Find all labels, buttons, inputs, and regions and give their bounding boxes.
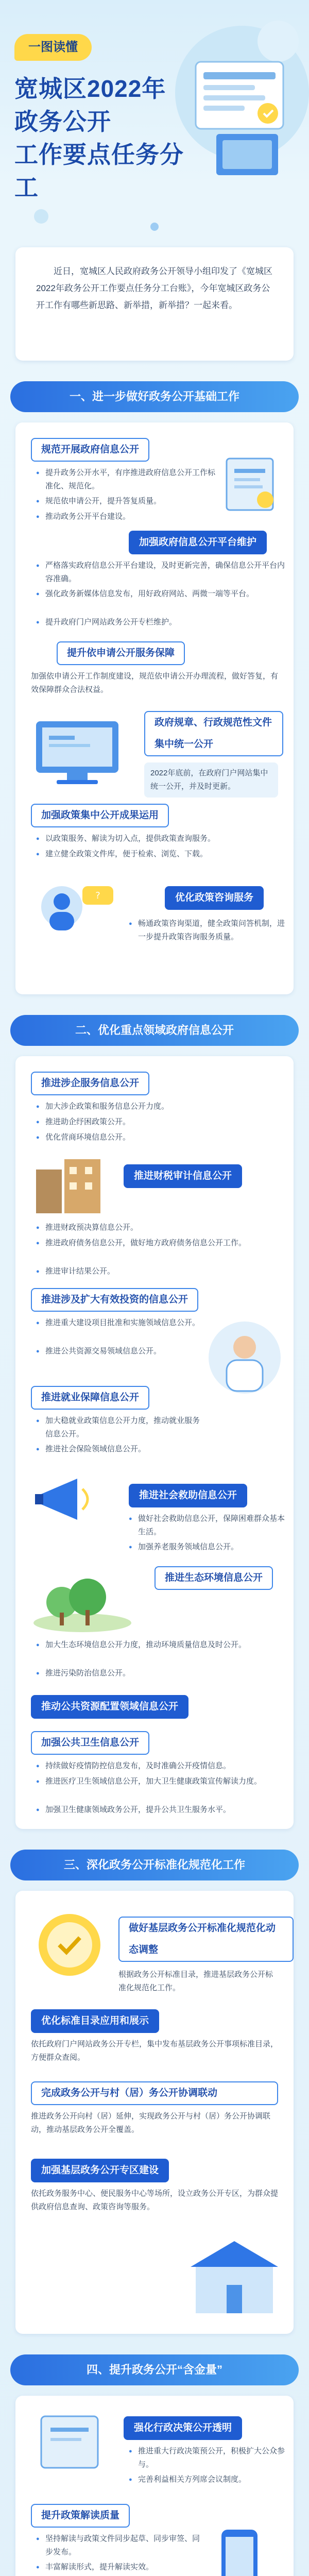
svg-text:?: ?: [95, 890, 100, 901]
s3-sub1: 做好基层政务公开标准化规范化动态调整: [118, 1917, 294, 1962]
s4-sub1: 强化行政决策公开透明: [124, 2416, 242, 2440]
s1-t3: 加强依申请公开工作制度建设，规范依申请公开办理流程，做好答复，有效保障群众合法权益。: [31, 672, 279, 694]
title-line-1: 宽城区2022年政务公开: [14, 75, 166, 135]
megaphone-illustration-icon: [31, 1468, 113, 1530]
section-4-header: [10, 2354, 299, 2385]
s2-sub2: 推进财税审计信息公开: [124, 1164, 242, 1188]
hero-banner: [0, 0, 309, 242]
s2-b2-2: ● 推进审计结果公开。: [36, 1265, 282, 1278]
s2-sub8: 加强公共卫生信息公开: [31, 1731, 149, 1755]
decision-illustration-icon: [31, 2411, 108, 2473]
s3-sub3: 完成政务公开与村（居）务公开协调联动: [31, 2081, 278, 2105]
consultation-illustration-icon: [31, 876, 118, 953]
nature-illustration-icon: [31, 1571, 134, 1633]
s1-sub3: 提升依申请公开服务保障: [57, 641, 185, 665]
s2-b1-0: ● 加大涉企政策和服务信息公开力度。: [36, 1100, 282, 1113]
service-hall-illustration-icon: [191, 2236, 278, 2318]
s3-t3: 推进政务公开向村（居）延伸，实现政务公开与村（居）务公开协调联动，推动基层政务公开全覆盖。: [31, 2112, 271, 2134]
s2-sub4: 推进就业保障信息公开: [31, 1386, 149, 1410]
section-2-header: [10, 1015, 299, 1046]
intro-card: [15, 247, 294, 361]
s2-b3-1: ● 推进公共资源交易领域信息公开。: [36, 1345, 200, 1358]
section-4-title: 四、提升政务公开“含金量”: [86, 2363, 222, 2376]
s2-sub1: 推进涉企服务信息公开: [31, 1072, 149, 1095]
section-2-title: 二、优化重点领域政府信息公开: [75, 1024, 234, 1037]
s3-t1: 根据政务公开标准目录，推进基层政务公开标准化规范化工作。: [118, 1970, 273, 1992]
s2-b4-1: ● 推进社会保险领域信息公开。: [36, 1443, 200, 1456]
s2-b1-1: ● 推进助企纾困政策公开。: [36, 1115, 282, 1129]
page-title: [14, 72, 190, 204]
s1-b2-0: ● 严格落实政府信息公开平台建设，及时更新完善，确保信息公开平台内容准确。: [36, 559, 287, 586]
s1-b1-2: ● 推动政务公开平台建设。: [36, 510, 215, 523]
section-1-title: 一、进一步做好政务公开基础工作: [69, 390, 239, 403]
s2-b6-1: ● 推进污染防治信息公开。: [36, 1667, 282, 1680]
s1-sub1: 规范开展政府信息公开: [31, 438, 149, 462]
s3-t2: 依托政府门户网站政务公开专栏，集中发布基层政务公开事项标准目录，方便群众查阅。: [31, 2040, 279, 2062]
s2-b8-2: ● 加强卫生健康领域政务公开，提升公共卫生服务水平。: [36, 1803, 282, 1817]
s2-b5-0: ● 做好社会救助信息公开，保障困难群众基本生活。: [129, 1512, 287, 1539]
s1-sub5: 加强政策集中公开成果运用: [31, 804, 169, 827]
s2-sub3: 推进涉及扩大有效投资的信息公开: [31, 1288, 198, 1312]
s1-b2-1: ● 强化政务新媒体信息发布，用好政府网站、两微一端等平台。: [36, 587, 287, 601]
s4-sub2: 提升政策解读质量: [31, 2504, 130, 2528]
s1-sub2: 加强政府信息公开平台维护: [129, 531, 267, 554]
s3-sub2: 优化标准目录应用和展示: [31, 2009, 159, 2033]
s4-b1-0: ● 推进重大行政决策预公开，积极扩大公众参与。: [129, 2445, 287, 2471]
s2-b8-0: ● 持续做好疫情防控信息发布，及时准确公开疫情信息。: [36, 1759, 282, 1773]
hero-tag: 一图读懂: [14, 34, 92, 61]
s2-b6-0: ● 加大生态环境信息公开力度，推动环境质量信息及时公开。: [36, 1638, 282, 1652]
s1-sub4: 政府规章、行政规范性文件集中统一公开: [144, 711, 283, 756]
document-illustration-icon: [216, 453, 283, 515]
s2-b8-1: ● 推进医疗卫生领域信息公开，加大卫生健康政策宣传解读力度。: [36, 1775, 282, 1788]
s1-b5-0: ● 以政策服务、解读为切入点，提供政策查询服务。: [36, 832, 282, 845]
s1-sub6: 优化政策咨询服务: [165, 886, 264, 910]
section-1-header: [10, 381, 299, 412]
s1-b6-0: ● 畅通政策咨询渠道，健全政策问答机制，进一步提升政策咨询服务质量。: [129, 917, 287, 944]
s4-b2-0: ● 坚持解读与政策文件同步起草、同步审签、同步发布。: [36, 2532, 200, 2559]
s2-b1-2: ● 优化营商环境信息公开。: [36, 1131, 282, 1144]
computer-illustration-icon: [31, 711, 129, 788]
s1-t4: 2022年底前，在政府门户网站集中统一公开，并及时更新。: [144, 762, 278, 798]
intro-text: 近日，宽城区人民政府政务公开领导小组印发了《宽城区2022年政务公开工作要点任务分工台账》，今年宽城区政务公开工作有哪些新思路、新举措，新举措？一起来看。: [36, 266, 272, 310]
s2-b2-0: ● 推进财政预决算信息公开。: [36, 1221, 282, 1234]
s3-t4: 依托政务服务中心、便民服务中心等场所，设立政务公开专区，为群众提供政府信息查询、政策咨询等服务。: [31, 2189, 279, 2211]
phone-illustration-icon: [201, 2524, 278, 2576]
section-3-header: [10, 1850, 299, 1880]
s2-b4-0: ● 加大稳就业政策信息公开力度，推动就业服务信息公开。: [36, 1414, 200, 1441]
s2-b2-1: ● 推进政府债务信息公开，做好地方政府债务信息公开工作。: [36, 1236, 282, 1250]
s1-b1-0: ● 提升政务公开水平，有序推进政府信息公开工作标准化、规范化。: [36, 466, 215, 493]
doctor-illustration-icon: [206, 1319, 283, 1396]
title-line-2: 工作要点任务分工: [14, 141, 184, 201]
s2-b3-0: ● 推进重大建设项目批准和实施领域信息公开。: [36, 1316, 200, 1330]
s2-sub5: 推进社会救助信息公开: [129, 1484, 247, 1507]
s1-b2-2: ● 提升政府门户网站政务公开专栏维护。: [36, 616, 287, 629]
s1-b5-1: ● 建立健全政策文件库，便于检索、浏览、下载。: [36, 848, 282, 861]
s2-sub7: 推动公共资源配置领域信息公开: [31, 1695, 188, 1719]
standard-badge-icon: [31, 1906, 108, 1984]
s2-b5-1: ● 加强养老服务领域信息公开。: [129, 1540, 287, 1554]
s3-sub4: 加强基层政务公开专区建设: [31, 2159, 169, 2182]
building-illustration-icon: [31, 1154, 108, 1216]
s2-sub6: 推进生态环境信息公开: [154, 1566, 273, 1590]
section-3-title: 三、深化政务公开标准化规范化工作: [63, 1858, 245, 1871]
s4-b2-1: ● 丰富解读形式，提升解读实效。: [36, 2561, 200, 2574]
s1-b1-1: ● 规范依申请公开，提升答复质量。: [36, 495, 215, 508]
s4-b1-1: ● 完善利益相关方列席会议制度。: [129, 2473, 287, 2486]
